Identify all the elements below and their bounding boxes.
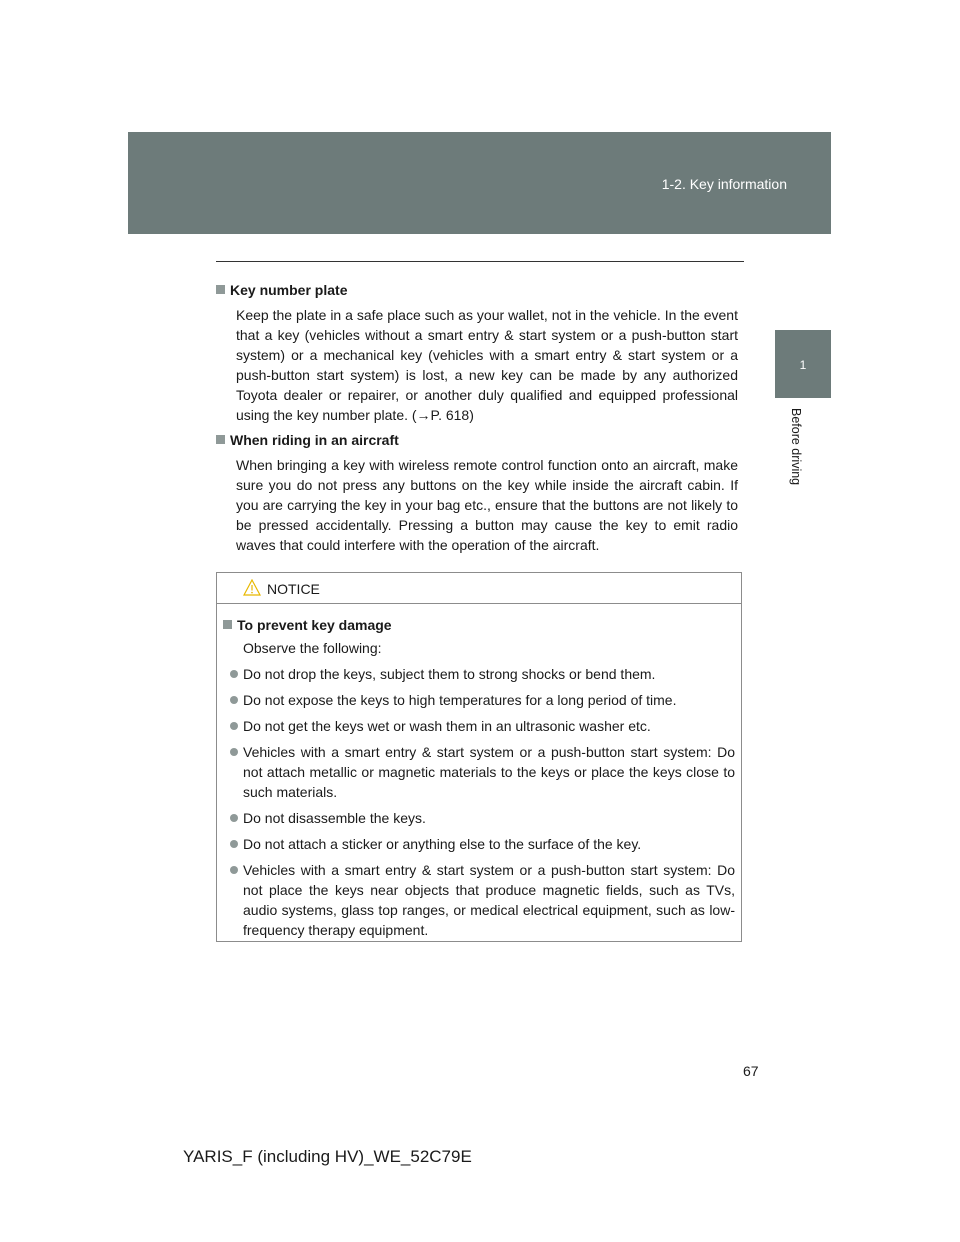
item-text: Keep the plate in a safe place such as your wallet, not in the vehicle. In the event that a key (vehicles without a smart entry & start system or a push-button start system) or a mechanical key (vehicles with a smart entry & start system or a push-button start system) is lost, a new key can be made by any authorized Toyota dealer or repairer, or another duly qualified and equipped professional using the key number plate. (→P. 618) [236, 307, 738, 423]
notice-heading: To prevent key damage [223, 616, 735, 634]
chapter-number: 1 [799, 358, 807, 372]
list-item: Do not drop the keys, subject them to strong shocks or bend them. [223, 664, 735, 684]
notice-body [217, 604, 741, 940]
dot-bullet-icon [230, 696, 238, 704]
dot-bullet-icon [230, 722, 238, 730]
list-item: Do not attach a sticker or anything else to the surface of the key. [223, 834, 735, 854]
page-number: 67 [743, 1063, 759, 1079]
document-footer: YARIS_F (including HV)_WE_52C79E [183, 1147, 472, 1166]
square-bullet-icon [216, 435, 225, 444]
dot-bullet-icon [230, 866, 238, 874]
chapter-header [128, 132, 831, 234]
chapter-label: Before driving [789, 408, 803, 486]
list-item: Do not expose the keys to high temperatures for a long period of time. [223, 690, 735, 710]
dot-bullet-icon [230, 748, 238, 756]
item-text: When bringing a key with wireless remote control function onto an aircraft, make sure you do not press any buttons on the key while inside the aircraft cabin. If you are carrying the key in your bag etc., ensure that the buttons are not likely to be pressed accidentally. Pressing a button may cause the key to emit radio waves that could interfere with the operation of the aircraft. [236, 457, 738, 553]
chapter-tab [775, 330, 831, 398]
item-heading: Key number plate [216, 281, 738, 299]
list-item: Vehicles with a smart entry & start system or a push-button start system: Do not attach metallic or magnetic materials to the keys or place the keys close to such materials. [223, 742, 735, 802]
dot-bullet-icon [230, 814, 238, 822]
list-item: Vehicles with a smart entry & start system or a push-button start system: Do not place the keys near objects that produce magnetic fields, such as TVs, audio systems, glass top ranges, or medical electrical equipment, such as low-frequency therapy equipment. [223, 860, 735, 940]
list-item: Do not disassemble the keys. [223, 808, 735, 828]
notice-box [216, 572, 742, 942]
square-bullet-icon [223, 620, 232, 629]
warning-triangle-icon [243, 579, 261, 596]
notice-header [217, 573, 741, 604]
item-heading: When riding in an aircraft [216, 431, 738, 449]
dot-bullet-icon [230, 840, 238, 848]
square-bullet-icon [216, 285, 225, 294]
dot-bullet-icon [230, 670, 238, 678]
section-title: 1-2. Key information [661, 176, 787, 192]
notice-intro: Observe the following: [243, 640, 382, 656]
notice-bullet-list [223, 664, 735, 940]
top-divider [216, 261, 744, 262]
notice-label: NOTICE [267, 581, 320, 597]
list-item: Do not get the keys wet or wash them in an ultrasonic washer etc. [223, 716, 735, 736]
main-content [216, 281, 738, 561]
